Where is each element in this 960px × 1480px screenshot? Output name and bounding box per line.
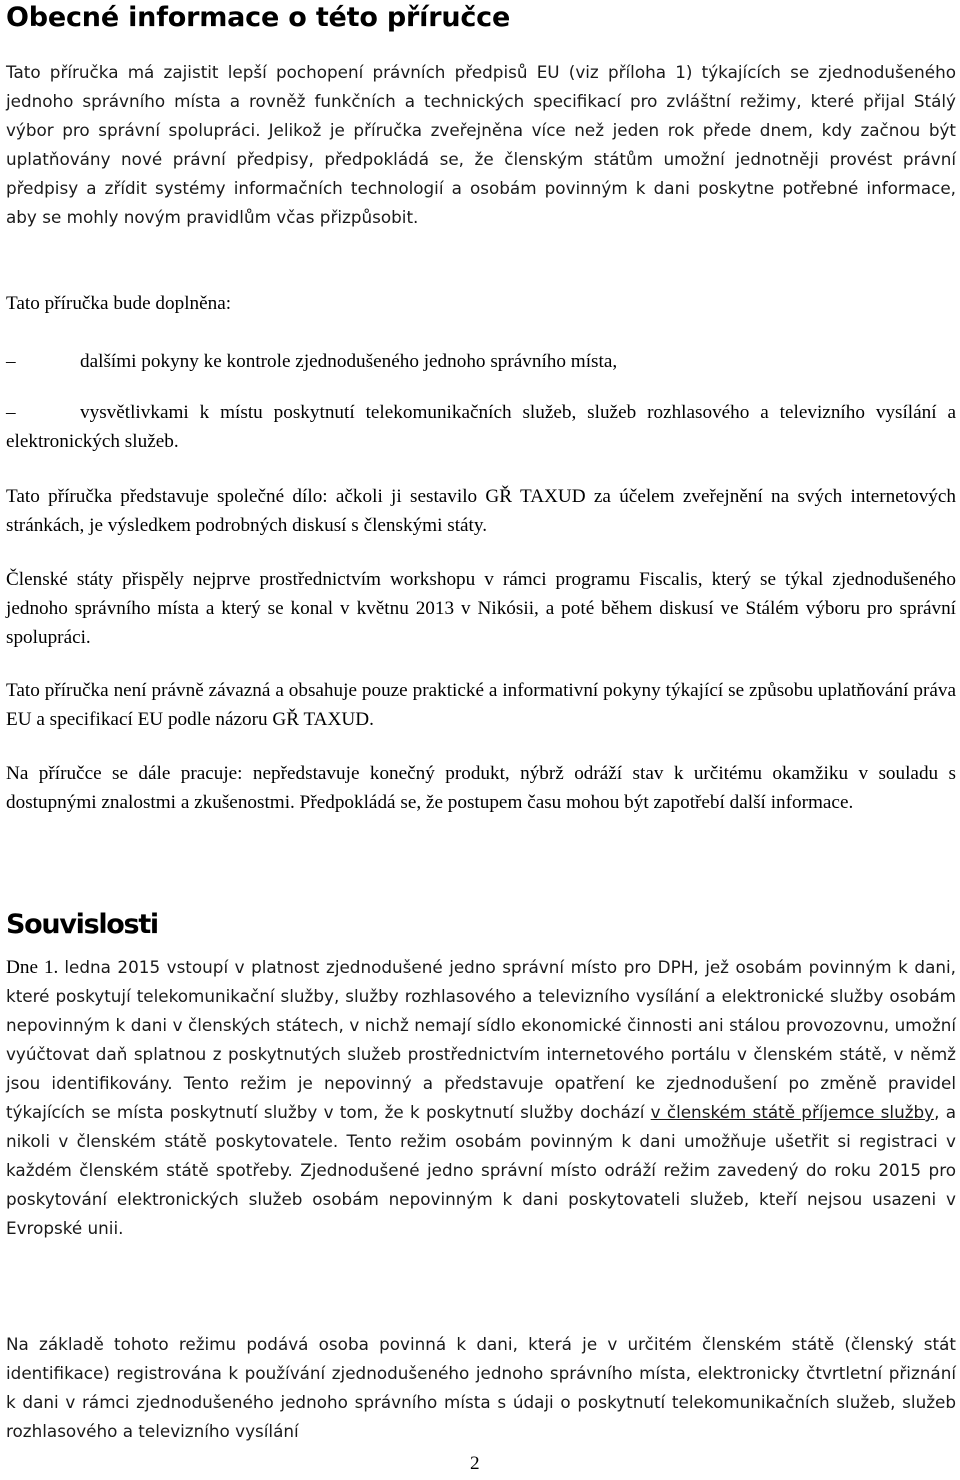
- context-paragraph-2: [6, 1330, 956, 1446]
- dash-bullet: –: [6, 402, 16, 423]
- context-text-sans: ledna 2015 vstoupí v platnost zjednodušené jedno správní místo pro DPH, jež osobám povinným k dani, které poskytují telekomunikační služby, služby rozhlasového a televizního vysílání a elektronické služby osobám nepovinným k dani v členských státech, v nichž nemají sídlo ekonomické činnosti ani stálou provozovnu, umožní vyúčtovat daň splatnou z poskytnutých služeb prostřednictvím internetového portálu v členském státě, v němž jsou identifikovány. Tento režim je nepovinný a představuje opatření ke zjednodušení po změně pravidel týkajících se místa poskytnutí služby v tom, že k poskytnutí služby dochází: [6, 957, 956, 1122]
- context-text-sans-2: , a nikoli v členském státě poskytovatele. Tento režim osobám povinným k dani umožňuje ušetřit si registraci v každém členském státě spotřeby. Zjednodušené jedno správní místo odráží režim zavedený do roku 2015 pro poskytování elektronických služeb osobám nepovinným k dani poskytovateli služeb, kteří nejsou usazeni v Evropské unii.: [6, 1102, 957, 1238]
- context-text-sans-3: Na základě tohoto režimu podává osoba povinná k dani, která je v určitém členském státě (členský stát identifikace) registrována k používání zjednodušeného jednoho správního místa, elektronicky čtvrtletní přiznání k dani v rámci zjednodušeného jednoho správního místa s údaji o poskytnutí telekomunikačních služeb, služeb rozhlasového a televizního vysílání: [6, 1334, 956, 1441]
- heading-general-information: Obecné informace o této příručce: [6, 2, 511, 33]
- page-number: 2: [470, 1453, 480, 1474]
- joint-work-paragraph: Tato příručka představuje společné dílo: ačkoli ji sestavilo GŘ TAXUD za účelem zveřejnění na svých internetových stránkách, je výsledkem podrobných diskusí s členskými státy.: [6, 486, 956, 536]
- supplement-item-text: vysvětlivkami k místu poskytnutí telekomunikačních služeb, služeb rozhlasového a televizního vysílání a elektronických služeb.: [6, 402, 956, 452]
- intro-paragraph: [6, 58, 956, 232]
- supplement-item-2: [6, 398, 956, 456]
- not-binding-paragraph: Tato příručka není právně závazná a obsahuje pouze praktické a informativní pokyny týkající se způsobu uplatňování práva EU a specifikací EU podle názoru GŘ TAXUD.: [6, 680, 956, 730]
- member-states-paragraph: Členské státy přispěly nejprve prostřednictvím workshopu v rámci programu Fiscalis, který se týkal zjednodušeného jednoho správního místa a který se konal v květnu 2013 v Nikósii, a poté během diskusí ve Stálém výboru pro správní spolupráci.: [6, 569, 956, 648]
- supplement-intro: Tato příručka bude doplněna:: [6, 293, 232, 314]
- intro-text-sans-2: Jelikož je příručka zveřejněna více než jeden rok přede dnem, kdy začnou být uplatňovány nové právní předpisy, předpokládá se, že členským státům umožní jednotněji provést právní předpisy a zřídit systémy informačních technologií a osobám povinným k dani poskytne potřebné informace, aby se mohly novým pravidlům včas přizpůsobit.: [6, 120, 957, 227]
- context-paragraph-1: [6, 953, 956, 1243]
- supplement-item-1: [6, 347, 956, 376]
- ongoing-work-paragraph: Na příručce se dále pracuje: nepředstavuje konečný produkt, nýbrž odráží stav k určitému okamžiku v souladu s dostupnými znalostmi a zkušenostmi. Předpokládá se, že postupem času mohou být zapotřebí další informace.: [6, 763, 956, 813]
- supplement-item-text: dalšími pokyny ke kontrole zjednodušeného jednoho správního místa,: [80, 351, 618, 372]
- context-text-serif: Dne 1.: [6, 957, 65, 978]
- dash-bullet: –: [6, 351, 16, 372]
- intro-text-sans: Tato příručka má zajistit lepší pochopení právních předpisů EU (viz příloha 1) týkajících se zjednodušeného jednoho správního místa a rovněž funkčních a technických specifikací pro zvláštní režimy, které přijal Stálý výbor pro správní spolupráci.: [6, 62, 956, 140]
- heading-context: Souvislosti: [6, 909, 158, 940]
- context-underlined-text: v členském státě příjemce služby: [650, 1102, 935, 1122]
